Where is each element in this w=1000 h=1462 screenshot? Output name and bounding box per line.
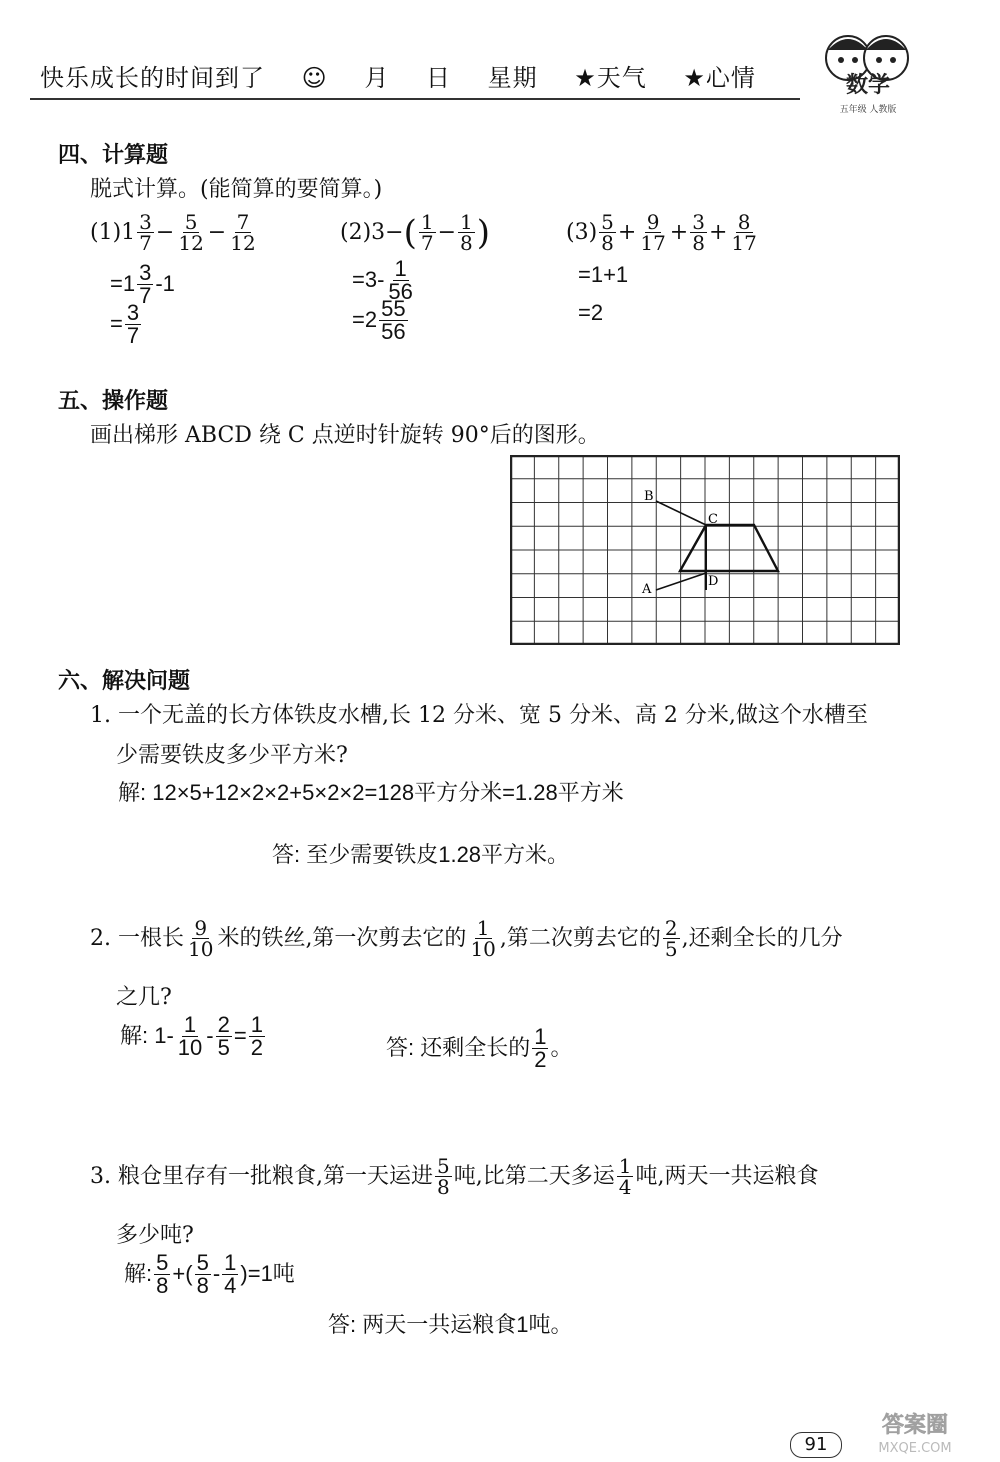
problem-1-label: (1) [90, 219, 122, 245]
header-mood: ★心情 [683, 64, 756, 92]
problem-1-step-1: =1 $\frac{3}{7}$ -1 [110, 260, 175, 309]
section5-instruction: 画出梯形 ABCD 绕 C 点逆时针旋转 90°后的图形。 [90, 423, 600, 448]
q2-line-2: 之几? [116, 985, 172, 1010]
header-slogan: 快乐成长的时间到了 [40, 64, 265, 92]
svg-text:MXQE.COM: MXQE.COM [878, 1441, 952, 1456]
mascot-logo-icon [808, 20, 928, 130]
problem-1-expression [90, 212, 260, 254]
operator: − [207, 219, 227, 245]
problem-2-step-1: =3- $\frac{1}{56}$ [352, 256, 413, 305]
problem-3-expression: (3) $\frac{5}{8}$ + $\frac{9}{17}$ + $\frac{3}{8}$ + $\frac{8}{17}$ [566, 210, 757, 256]
q1-line-1: 1. 一个无盖的长方体铁皮水槽,长 12 分米、宽 5 分米、高 2 分米,做这个水槽至 [90, 703, 868, 728]
section4-title: 四、计算题 [58, 143, 169, 168]
header-day: 日 [425, 64, 451, 92]
operator: − [155, 219, 175, 245]
q3-line-2: 多少吨? [116, 1223, 194, 1248]
page-number: 91 [790, 1432, 842, 1458]
q1-line-2: 少需要铁皮多少平方米? [116, 743, 348, 768]
q3-answer: 答: 两天一共运粮食1吨。 [328, 1312, 573, 1337]
svg-text:答案圈: 答案圈 [881, 1413, 949, 1438]
section5-title: 五、操作题 [58, 389, 169, 414]
label-d: D [708, 574, 719, 589]
section4-instruction: 脱式计算。(能简算的要简算。) [90, 177, 383, 202]
fraction: $\frac{3}{7}$ [139, 210, 152, 256]
label-c: C [708, 512, 718, 527]
q1-answer: 答: 至少需要铁皮1.28平方米。 [272, 842, 570, 867]
grade-label: 五年级 人教版 [839, 105, 897, 115]
q1-solution: 解: 12×5+12×2×2+5×2×2=128平方分米=1.28平方米 [118, 780, 624, 805]
label-a: A [642, 582, 652, 597]
q2-line-1: 2. 一根长 $\frac{9}{10}$ 米的铁丝,第一次剪去它的 $\frac{1}{10}$ ,第二次剪去它的 $\frac{2}{5}$ ,还剩全长的几分 [90, 916, 843, 962]
p1-whole: 1 [121, 219, 136, 245]
problem-3-step-1: =1+1 [578, 262, 629, 287]
subject-label: 数学 [845, 73, 891, 98]
q2-solution: 解: 1- $\frac{1}{10}$ - $\frac{2}{5}$ = $\frac{1}{2}$ [120, 1012, 263, 1061]
problem-2-step-2: =2 $\frac{55}{56}$ [352, 296, 406, 345]
header-month: 月 [364, 64, 390, 92]
problem-3-step-2: =2 [578, 300, 604, 325]
header-bar [40, 58, 784, 93]
problem-1-step-2: = $\frac{3}{7}$ [110, 300, 140, 349]
q3-solution: 解: $\frac{5}{8}$ +( $\frac{5}{8}$ - $\frac{1}{4}$ )=1吨 [124, 1250, 295, 1299]
grid-diagram [510, 455, 900, 645]
problem-2-label: (2) [340, 219, 372, 245]
fraction: $\frac{7}{12}$ [230, 210, 256, 256]
q3-line-1: 3. 粮仓里存有一批粮食,第一天运进 $\frac{5}{8}$ 吨,比第二天多运 $\frac{1}{4}$ 吨,两天一共运粮食 [90, 1154, 819, 1200]
q2-answer: 答: 还剩全长的 $\frac{1}{2}$ 。 [386, 1024, 573, 1073]
watermark-logo-icon [840, 1408, 990, 1458]
section6-title: 六、解决问题 [58, 669, 191, 694]
fraction: $\frac{5}{12}$ [178, 210, 204, 256]
header-weather: ★天气 [574, 64, 647, 92]
problem-3-label: (3) [566, 219, 598, 245]
header-weekday: 星期 [487, 64, 538, 92]
label-b: B [644, 489, 654, 504]
problem-2-expression: (2)3−( $\frac{1}{7}$ − $\frac{1}{8}$ ) [340, 210, 491, 256]
smiley-icon: ☺ [301, 64, 328, 92]
